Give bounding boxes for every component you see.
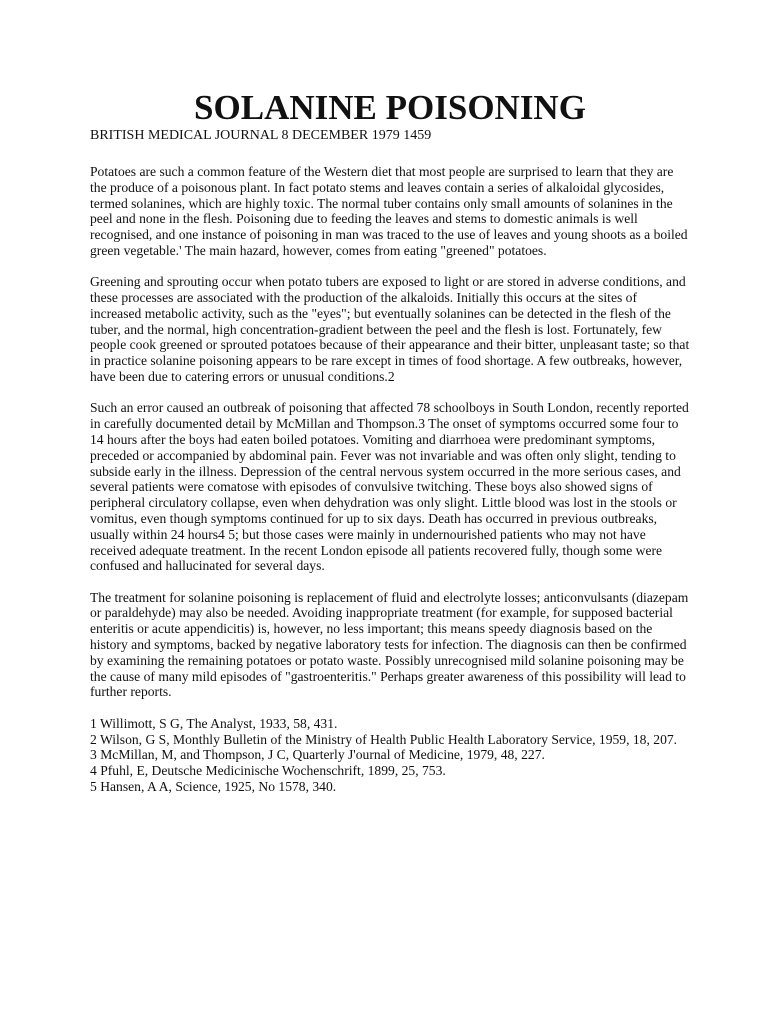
references-list (90, 716, 690, 795)
reference-item: 3 McMillan, M, and Thompson, J C, Quarterly J'ournal of Medicine, 1979, 48, 227. (90, 747, 545, 763)
paragraph-greening: Greening and sprouting occur when potato tubers are exposed to light or are stored in adverse conditions, and these processes are associated with the production of the alkaloids. Initially this occurs at the sites of increased metabolic activity, such as the "eyes"; but eventually solanines can be detected in the flesh of the tuber, and the normal, high concentration-gradient between the peel and the flesh is lost. Fortunately, few people cook greened or sprouted potatoes because of their appearance and their bitter, unpleasant taste; so that in practice solanine poisoning appears to be rare except in times of food shortage. A few outbreaks, however, have been due to catering errors or unusual conditions.2 (90, 274, 690, 385)
reference-item: 1 Willimott, S G, The Analyst, 1933, 58, 431. (90, 715, 338, 731)
reference-item: 4 Pfuhl, E, Deutsche Medicinische Wochenschrift, 1899, 25, 753. (90, 763, 446, 779)
source-citation: BRITISH MEDICAL JOURNAL 8 DECEMBER 1979 1459 (90, 128, 432, 143)
paragraph-outbreak: Such an error caused an outbreak of poisoning that affected 78 schoolboys in South London, recently reported in carefully documented detail by McMillan and Thompson.3 The onset of symptoms occurred some four to 14 hours after the boys had eaten boiled potatoes. Vomiting and diarrhoea were predominant symptoms, preceded or accompanied by abdominal pain. Fever was not invariable and was often only slight, tending to subside early in the illness. Depression of the central nervous system occurred in the more serious cases, and several patients were comatose with episodes of convulsive twitching. These boys also showed signs of peripheral circulatory collapse, even when dehydration was only slight. Little blood was lost in the stools or vomitus, even though symptoms continued for up to six days. Death has occurred in previous outbreaks, usually within 24 hours4 5; but those cases were mainly in undernourished patients who may not have received adequate treatment. In the recent London episode all patients recovered fully, though some were confused and hallucinated for several days. (90, 400, 689, 574)
paragraph-intro: Potatoes are such a common feature of the Western diet that most people are surprised to learn that they are the produce of a poisonous plant. In fact potato stems and leaves contain a series of alkaloidal glycosides, termed solanines, which are highly toxic. The normal tuber contains only small amounts of solanines in the peel and none in the flesh. Poisoning due to feeding the leaves and stems to domestic animals is well recognised, and one instance of poisoning in man was traced to the use of leaves and young shoots as a boiled green vegetable.' The main hazard, however, comes from eating "greened" potatoes. (90, 164, 688, 258)
document-page (90, 88, 690, 795)
document-title: SOLANINE POISONING (194, 88, 586, 127)
reference-item: 2 Wilson, G S, Monthly Bulletin of the Ministry of Health Public Health Laboratory Service, 1959, 18, 207. (90, 731, 678, 747)
reference-item: 5 Hansen, A A, Science, 1925, No 1578, 340. (90, 778, 337, 794)
paragraph-treatment: The treatment for solanine poisoning is replacement of fluid and electrolyte losses; anticonvulsants (diazepam or paraldehyde) may also be needed. Avoiding inappropriate treatment (for example, for supposed bacterial enteritis or acute appendicitis) is, however, no less important; this means speedy diagnosis based on the history and symptoms, backed by negative laboratory tests for infection. The diagnosis can then be confirmed by examining the remaining potatoes or potato waste. Possibly unrecognised mild solanine poisoning may be the cause of many mild episodes of "gastroenteritis." Perhaps greater awareness of this possibility will lead to further reports. (90, 589, 689, 700)
